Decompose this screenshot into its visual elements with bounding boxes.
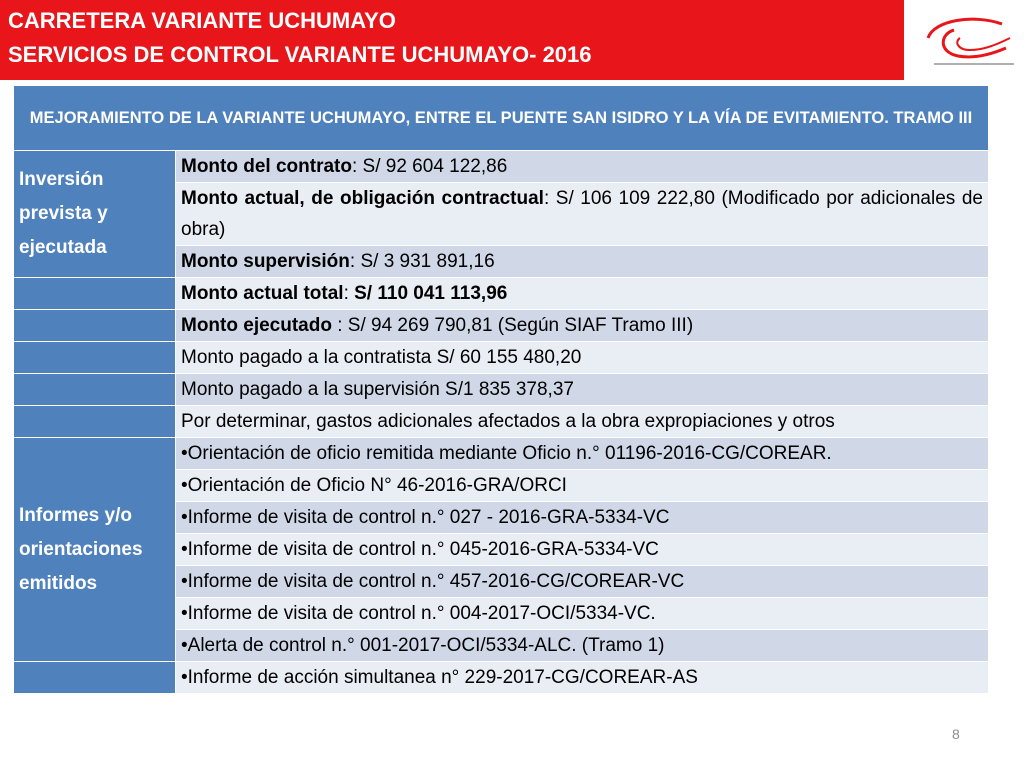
row-monto-actual-total-sep: : (343, 283, 355, 304)
row-monto-actual-value: : S/ 106 109 222,80 (Modificado por adicionales de obra) (181, 188, 983, 240)
row-monto-actual-total-value: S/ 110 041 113,96 (354, 283, 508, 304)
report-item: •Informe de visita de control n.° 027 - 2016-GRA-5334-VC (176, 502, 989, 534)
header-bar (0, 0, 904, 80)
label-empty-1 (14, 278, 176, 310)
report-item: •Informe de visita de control n.° 004-2017-OCI/5334-VC. (176, 598, 989, 630)
row-monto-actual-total-label: Monto actual total (181, 283, 344, 304)
project-table (13, 85, 989, 694)
row-monto-actual-total (176, 278, 989, 310)
row-monto-actual-label: Monto actual, de obligación contractual (181, 188, 544, 209)
row-monto-contrato-label: Monto del contrato (181, 156, 352, 177)
label-empty-3 (14, 342, 176, 374)
report-item: •Informe de visita de control n.° 045-2016-GRA-5334-VC (176, 534, 989, 566)
row-pagado-supervision: Monto pagado a la supervisión S/1 835 378,37 (176, 374, 989, 406)
label-empty-5 (14, 406, 176, 438)
row-pagado-contratista: Monto pagado a la contratista S/ 60 155 480,20 (176, 342, 989, 374)
row-monto-ejecutado-value: : S/ 94 269 790,81 (Según SIAF Tramo III) (331, 315, 694, 336)
row-monto-supervision-value: : S/ 3 931 891,16 (349, 251, 495, 272)
row-monto-ejecutado (176, 310, 989, 342)
label-informes: Informes y/o orientaciones emitidos (14, 438, 176, 662)
row-monto-supervision-label: Monto supervisión (181, 251, 350, 272)
report-item: •Informe de visita de control n.° 457-2016-CG/COREAR-VC (176, 566, 989, 598)
row-monto-actual (176, 183, 989, 246)
header-title-line2: SERVICIOS DE CONTROL VARIANTE UCHUMAYO- 2016 (8, 42, 592, 67)
label-empty-4 (14, 374, 176, 406)
report-item: •Orientación de oficio remitida mediante Oficio n.° 01196-2016-CG/COREAR. (176, 438, 989, 470)
label-inversion: Inversión prevista y ejecutada (14, 151, 176, 278)
report-item: •Orientación de Oficio N° 46-2016-GRA/ORCI (176, 470, 989, 502)
row-monto-contrato (176, 151, 989, 183)
institution-logo-icon (914, 8, 1018, 72)
label-empty-6 (14, 662, 176, 694)
row-por-determinar: Por determinar, gastos adicionales afectados a la obra expropiaciones y otros (176, 406, 989, 438)
report-item: •Alerta de control n.° 001-2017-OCI/5334-ALC. (Tramo 1) (176, 630, 989, 662)
row-monto-ejecutado-label: Monto ejecutado (181, 315, 332, 336)
table-title: MEJORAMIENTO DE LA VARIANTE UCHUMAYO, ENTRE EL PUENTE SAN ISIDRO Y LA VÍA DE EVITAMIENTO. TRAMO III (14, 86, 989, 151)
row-monto-supervision (176, 246, 989, 278)
label-empty-2 (14, 310, 176, 342)
row-monto-contrato-value: : S/ 92 604 122,86 (351, 156, 508, 177)
report-item: •Informe de acción simultanea n° 229-2017-CG/COREAR-AS (176, 662, 989, 694)
header-title-line1: CARRETERA VARIANTE UCHUMAYO (8, 8, 396, 33)
page-number: 8 (952, 726, 960, 742)
